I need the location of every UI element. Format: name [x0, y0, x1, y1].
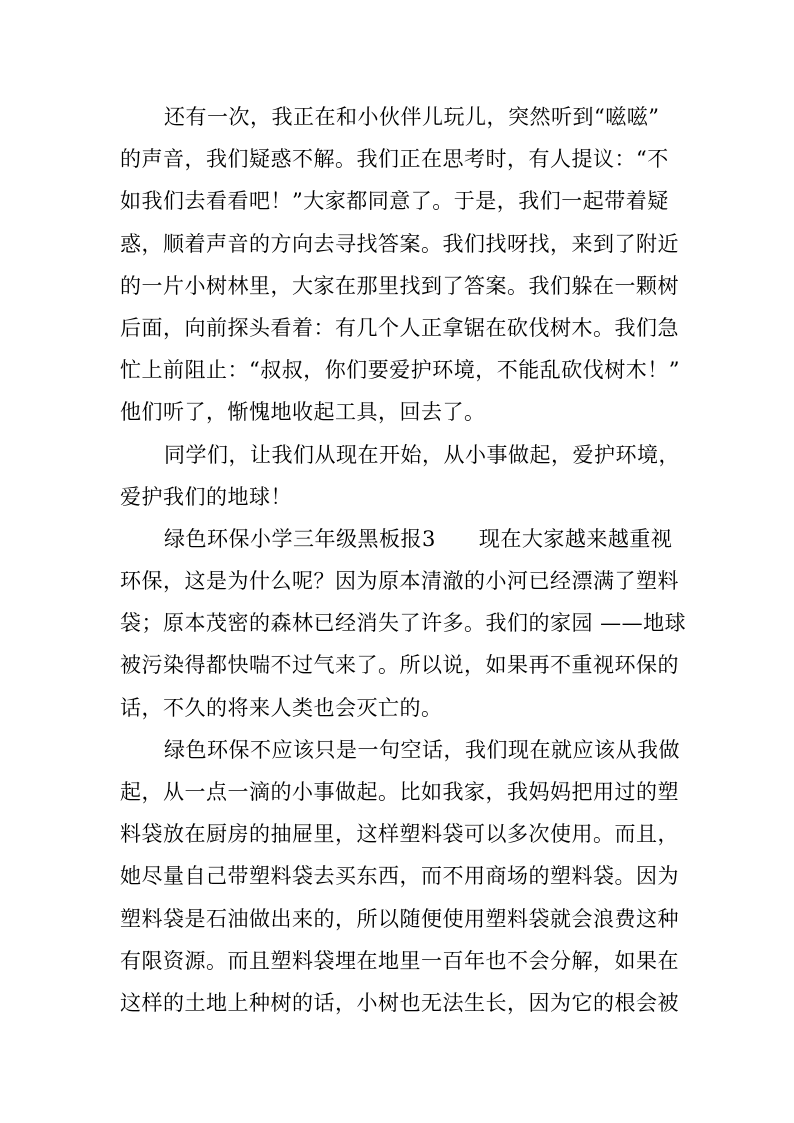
- text-line: 塑料袋是石油做出来的，所以随便使用塑料袋就会浪费这种: [120, 906, 679, 931]
- text-line: 的声音，我们疑惑不解。我们正在思考时，有人提议：“不: [120, 147, 669, 172]
- paragraph-1: [120, 96, 680, 434]
- text-line: 后面，向前探头看着：有几个人正拿锯在砍伐树木。我们急: [120, 315, 679, 340]
- text-line: 被污染得都快喘不过气来了。所以说，如果再不重视环保的: [120, 653, 679, 678]
- text-line: 绿色环保不应该只是一句空话，我们现在就应该从我做: [164, 737, 680, 762]
- text-line: 这样的土地上种树的话，小树也无法生长，因为它的根会被: [120, 990, 679, 1015]
- text-line: 忙上前阻止：“叔叔，你们要爱护环境，不能乱砍伐树木！”: [120, 358, 680, 383]
- text-line: 惑，顺着声音的方向去寻找答案。我们找呀找，来到了附近: [120, 231, 679, 256]
- text-line: 她尽量自己带塑料袋去买东西，而不用商场的塑料袋。因为: [120, 864, 679, 889]
- text-line: 起，从一点一滴的小事做起。比如我家，我妈妈把用过的塑: [120, 780, 679, 804]
- paragraph-2: [120, 434, 680, 518]
- paragraph-3: [120, 518, 687, 729]
- text-line: 爱护我们的地球！: [120, 484, 292, 509]
- paragraph-4: [120, 729, 680, 1024]
- text-line: 如我们去看看吧！”大家都同意了。于是，我们一起带着疑: [120, 189, 669, 214]
- text-line: 环保，这是为什么呢？因为原本清澈的小河已经漂满了塑料: [120, 569, 679, 594]
- text-line: 有限资源。而且塑料袋埋在地里一百年也不会分解，如果在: [120, 948, 679, 973]
- text-line: 还有一次，我正在和小伙伴儿玩儿，突然听到“嗞嗞”: [164, 105, 660, 129]
- document-page: [120, 96, 687, 1024]
- text-line: 料袋放在厨房的抽屉里，这样塑料袋可以多次使用。而且，: [120, 822, 679, 847]
- text-line: 同学们，让我们从现在开始，从小事做起，爱护环境，: [164, 442, 680, 467]
- text-line: 话，不久的将来人类也会灭亡的。: [120, 695, 443, 720]
- text-line: 的一片小树林里，大家在那里找到了答案。我们躲在一颗树: [120, 273, 679, 298]
- text-line: 袋；原本茂密的森林已经消失了许多。我们的家园 ——地球: [120, 611, 687, 636]
- text-line: 他们听了，惭愧地收起工具，回去了。: [120, 400, 486, 425]
- text-line: 绿色环保小学三年级黑板报3 现在大家越来越重视: [164, 526, 673, 551]
